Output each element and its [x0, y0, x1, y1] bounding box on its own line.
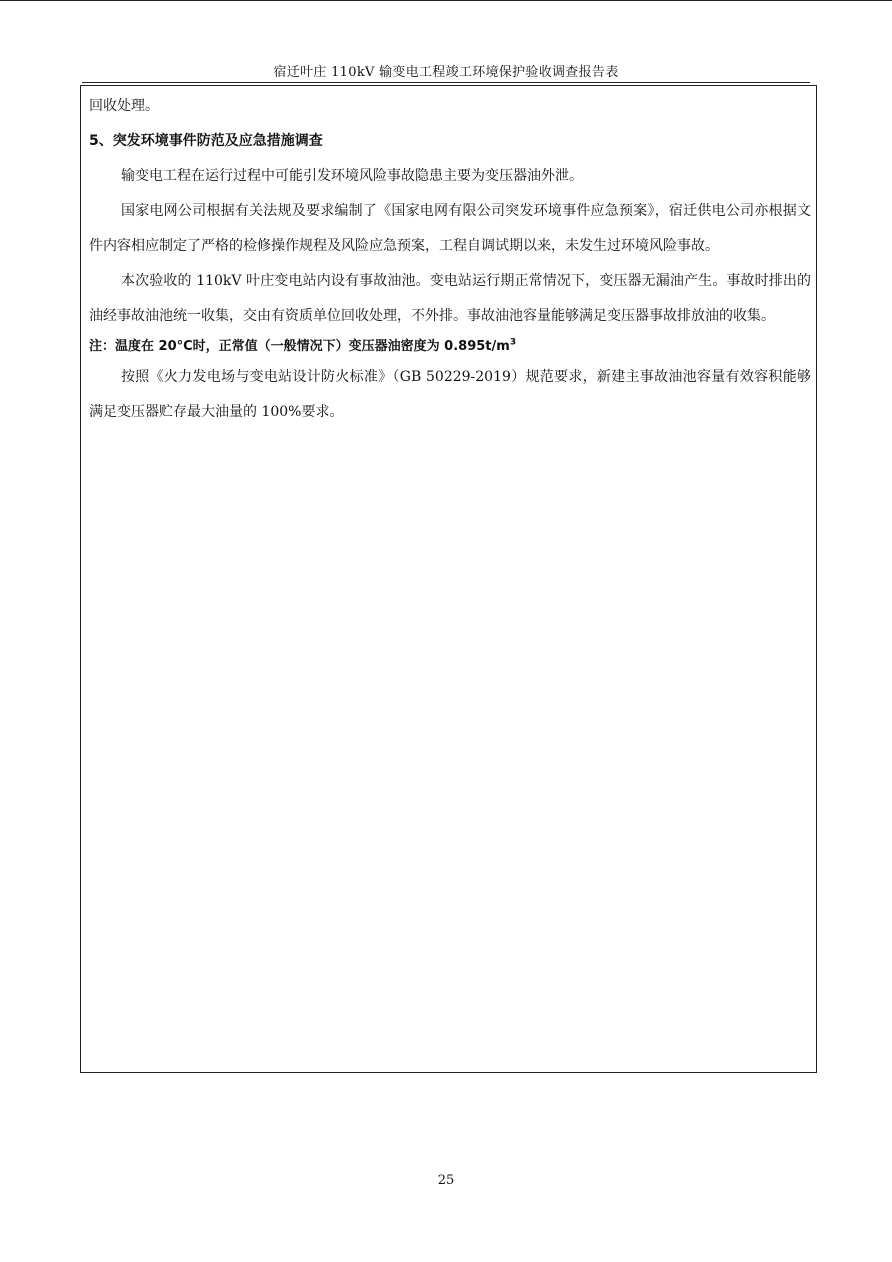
- page-top-border: [0, 0, 892, 1]
- note-text: 注：温度在 20°C时，正常值（一般情况下）变压器油密度为 0.895t/m: [89, 339, 510, 354]
- header-rule: [82, 82, 810, 83]
- page-number: 25: [437, 1173, 455, 1188]
- continuation-text: 回收处理。: [89, 98, 159, 114]
- report-body: [89, 89, 811, 430]
- oil-density-note: [89, 334, 811, 360]
- note-superscript: 3: [509, 337, 517, 348]
- paragraph-fire-standard: 按照《火力发电场与变电站设计防火标准》（GB 50229-2019）规范要求，新建主事故油池容量有效容积能够满足变压器贮存最大油量的 100%要求。: [89, 369, 811, 420]
- paragraph-emergency-plan: 国家电网公司根据有关法规及要求编制了《国家电网有限公司突发环境事件应急预案》，宿迁供电公司亦根据文件内容相应制定了严格的检修操作规程及风险应急预案，工程自调试期以来，未发生过环境风险事故。: [89, 203, 811, 254]
- running-header: 宿迁叶庄 110kV 输变电工程竣工环境保护验收调查报告表: [273, 65, 619, 80]
- paragraph-risk-source: 输变电工程在运行过程中可能引发环境风险事故隐患主要为变压器油外泄。: [121, 168, 583, 184]
- paragraph-oil-pit: 本次验收的 110kV 叶庄变电站内设有事故油池。变电站运行期正常情况下，变压器无漏油产生。事故时排出的油经事故油池统一收集，交由有资质单位回收处理，不外排。事故油池容量能够满足变压器事故排放油的收集。: [89, 273, 811, 324]
- section-title: 5、突发环境事件防范及应急措施调查: [89, 133, 323, 149]
